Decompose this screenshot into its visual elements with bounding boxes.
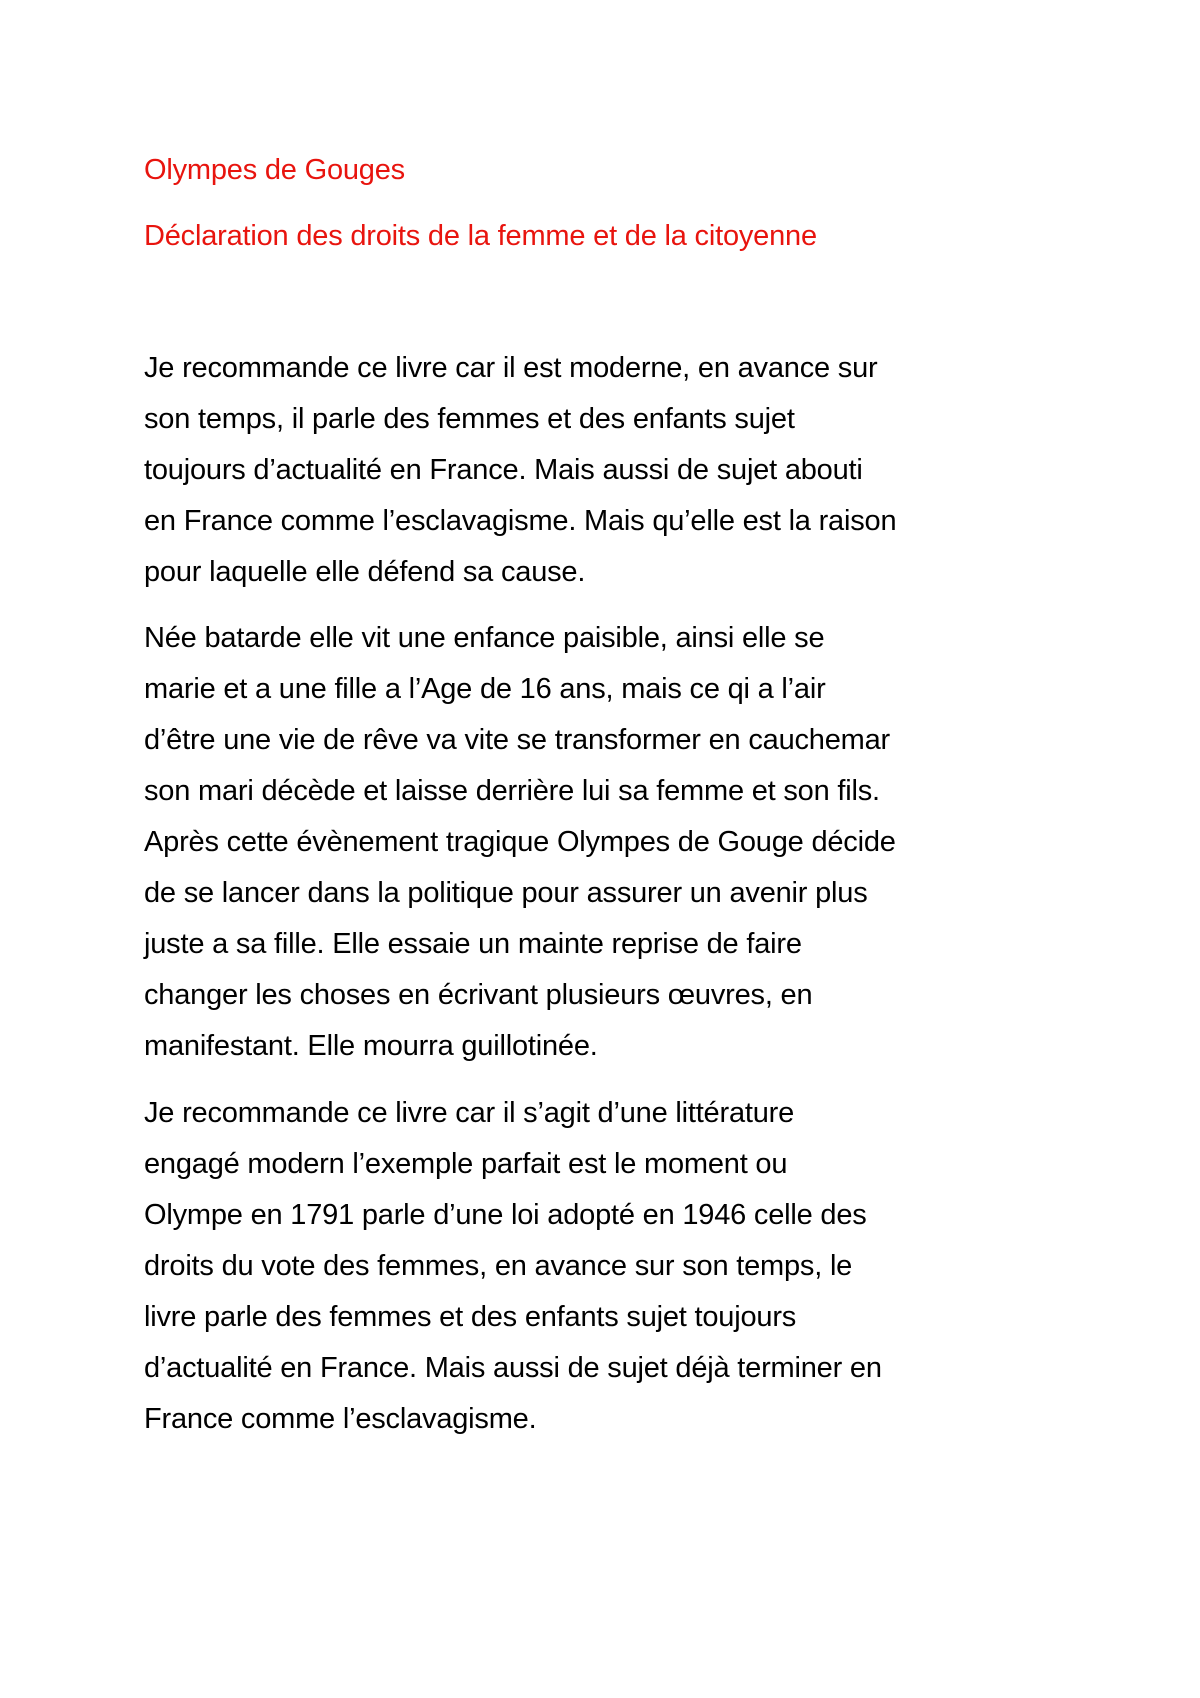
text-line: Née batarde elle vit une enfance paisible, ainsi elle se xyxy=(144,622,825,654)
text-line: changer les choses en écrivant plusieurs œuvres, en xyxy=(144,979,813,1011)
text-line: juste a sa fille. Elle essaie un mainte reprise de faire xyxy=(144,928,802,960)
document-title: Olympes de Gouges xyxy=(144,154,405,186)
paragraph-3 xyxy=(144,1088,1074,1445)
text-line: Olympe en 1791 parle d’une loi adopté en 1946 celle des xyxy=(144,1199,867,1231)
text-line: de se lancer dans la politique pour assurer un avenir plus xyxy=(144,877,868,909)
text-line: en France comme l’esclavagisme. Mais qu’elle est la raison xyxy=(144,505,897,537)
text-line: son mari décède et laisse derrière lui sa femme et son fils. xyxy=(144,775,880,807)
text-line: livre parle des femmes et des enfants sujet toujours xyxy=(144,1301,797,1333)
paragraph-1 xyxy=(144,343,1074,598)
text-line: pour laquelle elle défend sa cause. xyxy=(144,556,586,588)
paragraph-2 xyxy=(144,613,1074,1072)
text-line: engagé modern l’exemple parfait est le moment ou xyxy=(144,1148,788,1180)
text-line: Après cette évènement tragique Olympes de Gouge décide xyxy=(144,826,896,858)
text-line: droits du vote des femmes, en avance sur son temps, le xyxy=(144,1250,853,1282)
text-line: manifestant. Elle mourra guillotinée. xyxy=(144,1030,598,1062)
text-line: d’actualité en France. Mais aussi de sujet déjà terminer en xyxy=(144,1352,882,1384)
text-line: marie et a une fille a l’Age de 16 ans, mais ce qi a l’air xyxy=(144,673,826,705)
text-line: d’être une vie de rêve va vite se transformer en cauchemar xyxy=(144,724,890,756)
document-subtitle: Déclaration des droits de la femme et de la citoyenne xyxy=(144,220,817,252)
text-line: France comme l’esclavagisme. xyxy=(144,1403,537,1435)
text-line: son temps, il parle des femmes et des enfants sujet xyxy=(144,403,795,435)
text-line: toujours d’actualité en France. Mais aussi de sujet abouti xyxy=(144,454,863,486)
text-line: Je recommande ce livre car il est moderne, en avance sur xyxy=(144,352,878,384)
text-line: Je recommande ce livre car il s’agit d’une littérature xyxy=(144,1097,795,1129)
